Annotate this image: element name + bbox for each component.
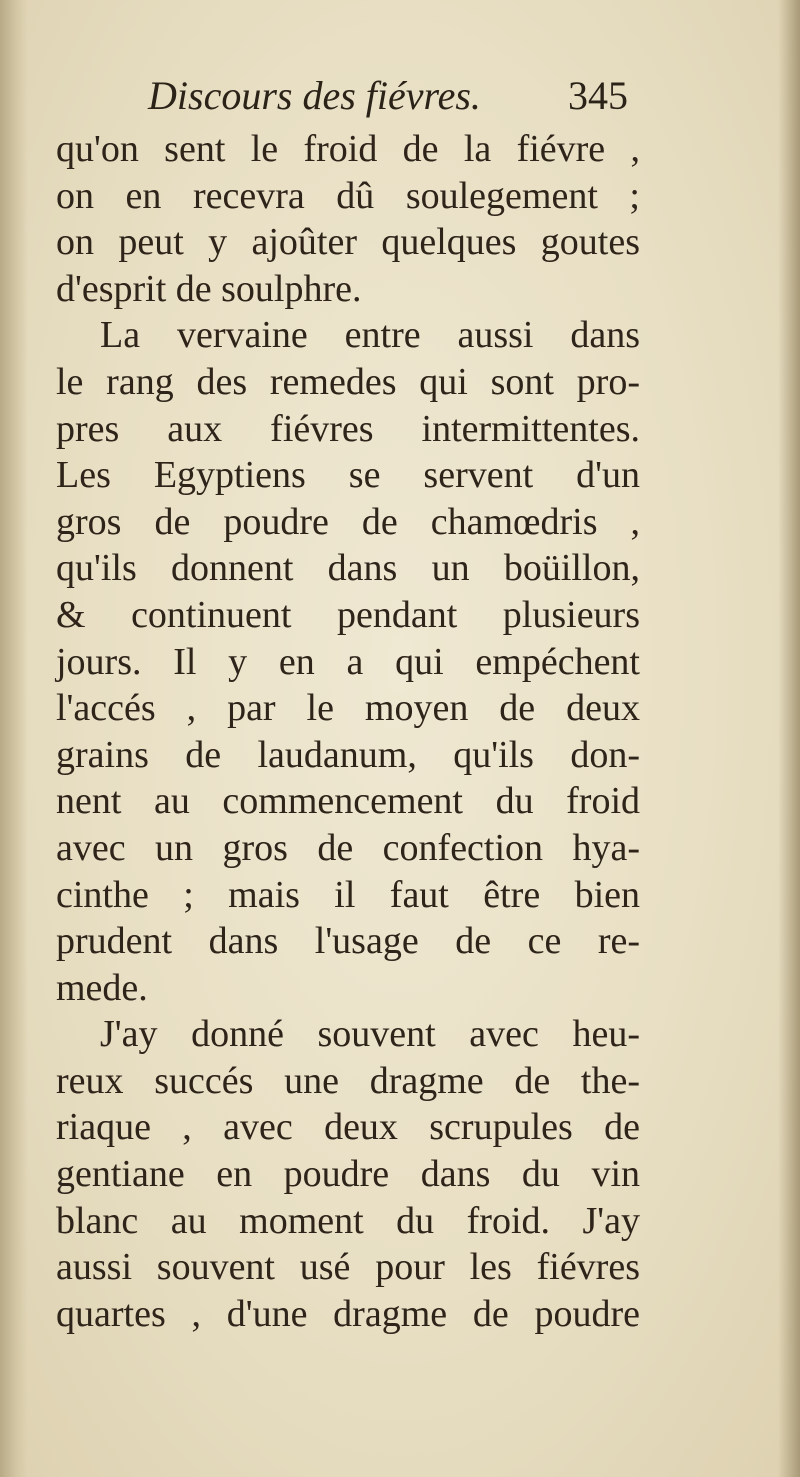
text-line: on peut y ajoûter quelques goutes	[56, 221, 640, 264]
text-line: & continuent pendant plusieurs	[56, 593, 640, 636]
text-line: blanc au moment du froid. J'ay	[56, 1199, 640, 1242]
text-line: reux succés une dragme de the-	[56, 1059, 640, 1102]
text-line: avec un gros de confection hya-	[56, 826, 640, 869]
text-line: qu'ils donnent dans un boüillon,	[56, 547, 640, 590]
page-header	[148, 72, 628, 128]
text-line: on en recevra dû soulegement ;	[56, 174, 640, 217]
page-number: 345	[568, 73, 628, 118]
running-title: Discours des fiévres.	[148, 73, 481, 118]
text-line: l'accés , par le moyen de deux	[56, 687, 640, 730]
text-line: Les Egyptiens se servent d'un	[56, 454, 640, 497]
text-line: La vervaine entre aussi dans	[100, 314, 640, 357]
text-line: gentiane en poudre dans du vin	[56, 1153, 640, 1196]
page-gutter-shadow	[0, 0, 28, 1477]
text-line: quartes , d'une dragme de poudre	[56, 1292, 640, 1335]
text-line: prudent dans l'usage de ce re-	[56, 920, 640, 963]
text-line: pres aux fiévres intermittentes.	[56, 407, 640, 450]
text-line: J'ay donné souvent avec heu-	[100, 1013, 640, 1056]
page-edge-shadow	[778, 0, 800, 1477]
text-line: mede.	[56, 966, 148, 1009]
text-line: gros de poudre de chamœdris ,	[56, 500, 640, 543]
body-text	[56, 126, 640, 1337]
text-line: le rang des remedes qui sont pro-	[56, 360, 640, 403]
text-line: riaque , avec deux scrupules de	[56, 1106, 640, 1149]
text-line: nent au commencement du froid	[56, 780, 640, 823]
text-line: qu'on sent le froid de la fiévre ,	[56, 128, 640, 170]
text-line: jours. Il y en a qui empéchent	[56, 640, 640, 683]
text-line: d'esprit de soulphre.	[56, 267, 362, 310]
text-line: aussi souvent usé pour les fiévres	[56, 1246, 640, 1289]
text-line: grains de laudanum, qu'ils don-	[56, 733, 640, 776]
text-line: cinthe ; mais il faut être bien	[56, 873, 640, 916]
